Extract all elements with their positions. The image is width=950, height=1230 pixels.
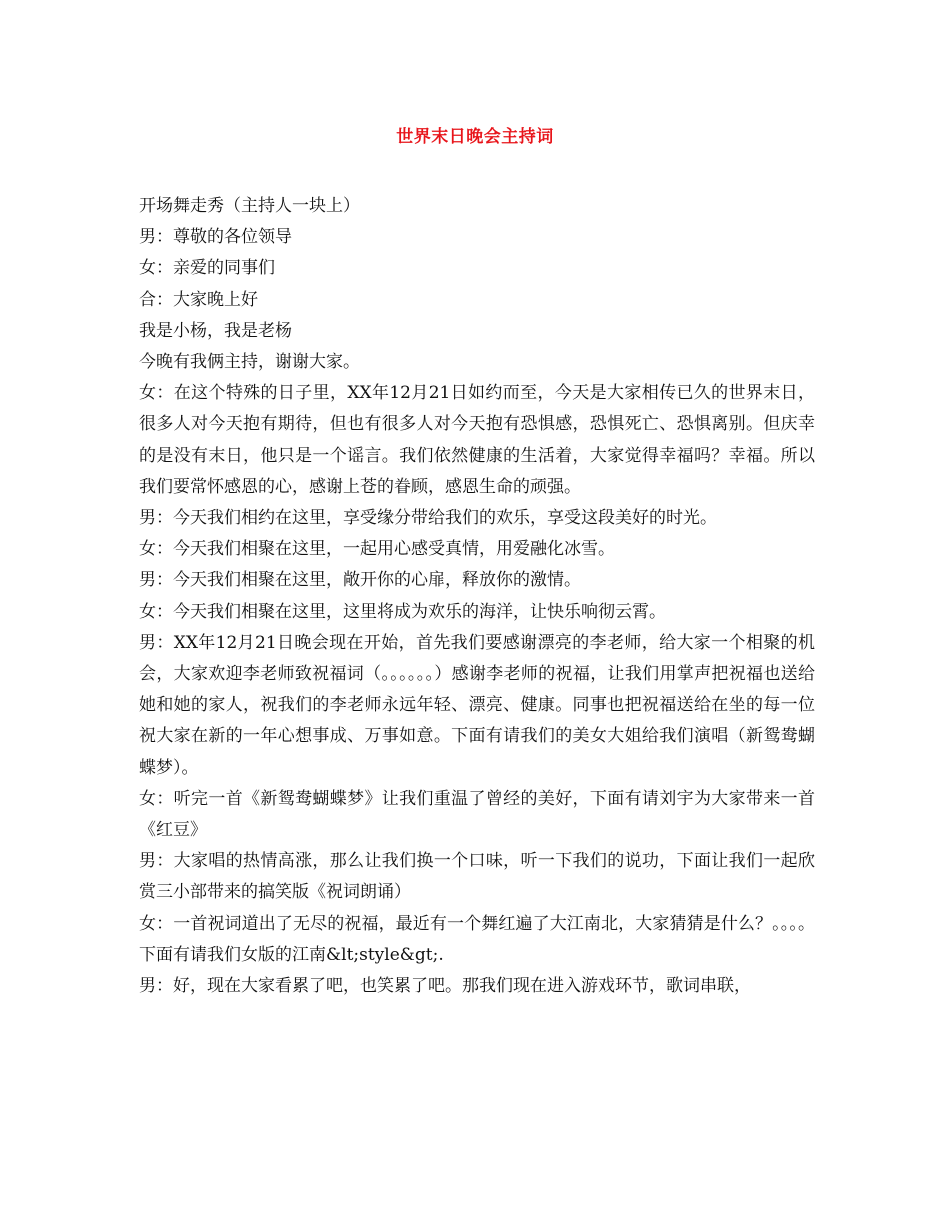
paragraph: 男：今天我们相聚在这里，敞开你的心扉，释放你的激情。	[139, 570, 581, 591]
paragraph: 女：听完一首《新鸳鸯蝴蝶梦》让我们重温了曾经的美好，下面有请刘宇为大家带来一首《红豆》	[139, 788, 815, 841]
paragraph: 男：XX年12月21日晚会现在开始，首先我们要感谢漂亮的李老师，给大家一个相聚的机会，大家欢迎李老师致祝福词（。。。。。。）感谢李老师的祝福，让我们用掌声把祝福也送给她和她的家人，祝我们的李老师永远年轻、漂亮、健康。同事也把祝福送给在坐的每一位祝大家在新的一年心想事成、万事如意。下面有请我们的美女大姐给我们演唱（新鸳鸯蝴蝶梦）。	[139, 632, 815, 778]
paragraph: 男：好，现在大家看累了吧，也笑累了吧。那我们现在进入游戏环节，歌词串联，	[139, 976, 751, 997]
paragraph: 女：今天我们相聚在这里，这里将成为欢乐的海洋，让快乐响彻云霄。	[139, 601, 666, 622]
paragraph: 女：亲爱的同事们	[139, 258, 275, 279]
paragraph: 男：大家唱的热情高涨，那么让我们换一个口味，听一下我们的说功，下面让我们一起欣赏三小部带来的搞笑版《祝词朗诵）	[139, 851, 815, 903]
paragraph: 男：尊敬的各位领导	[139, 227, 292, 248]
paragraph: 我是小杨，我是老杨	[139, 320, 292, 341]
paragraph: 女：一首祝词道出了无尽的祝福，最近有一个舞红遍了大江南北，大家猜猜是什么？。。。。下面有请我们女版的江南&lt;style&gt;.	[139, 913, 815, 965]
paragraph: 女：今天我们相聚在这里，一起用心感受真情，用爱融化冰雪。	[139, 539, 615, 560]
paragraph: 今晚有我俩主持，谢谢大家。	[139, 352, 360, 373]
document-title: 世界末日晚会主持词	[396, 127, 554, 147]
paragraph: 女：在这个特殊的日子里，XX年12月21日如约而至，今天是大家相传已久的世界末日，很多人对今天抱有期待，但也有很多人对今天抱有恐惧感，恐惧死亡、恐惧离别。但庆幸的是没有末日，他只是一个谣言。我们依然健康的生活着，大家觉得幸福吗？幸福。所以我们要常怀感恩的心，感谢上苍的眷顾，感恩生命的顽强。	[139, 383, 815, 497]
paragraph: 合：大家晚上好	[139, 289, 258, 310]
document-body	[139, 191, 815, 1002]
paragraph: 男：今天我们相约在这里，享受缘分带给我们的欢乐，享受这段美好的时光。	[139, 508, 717, 529]
paragraph: 开场舞走秀（主持人一块上）	[139, 196, 360, 216]
